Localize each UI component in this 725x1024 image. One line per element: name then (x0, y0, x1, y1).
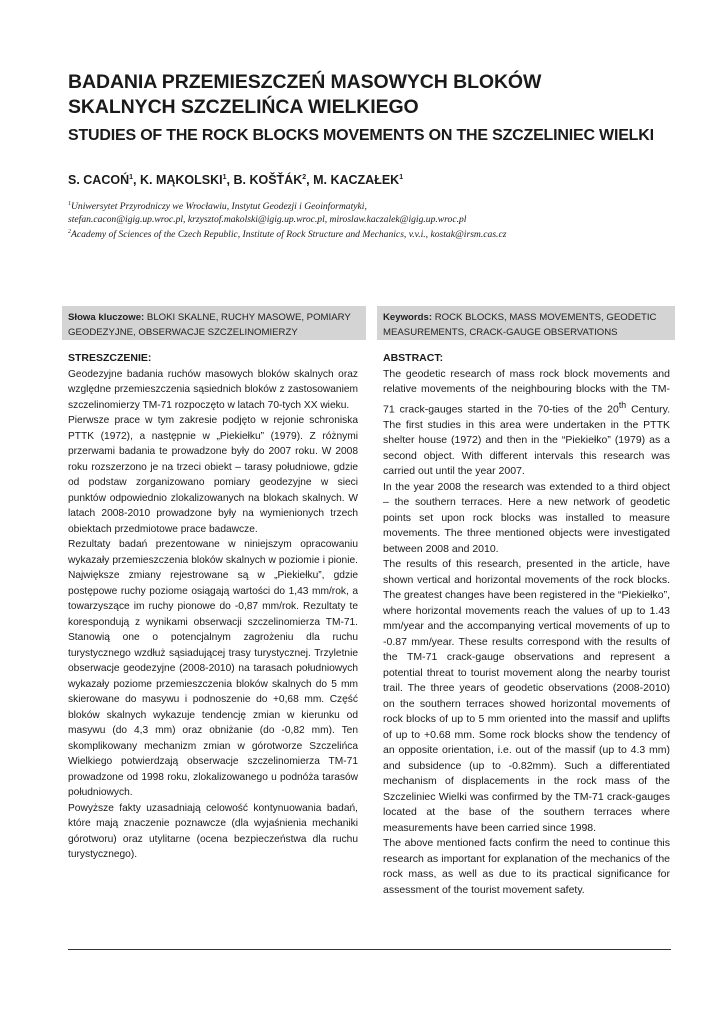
affiliation-2: $^2$Academy of Sciences of the Czech Republic, Institute of Rock Structure and Mechanics, v.v.i., kostak@irsm.cas.cz (68, 229, 507, 241)
author-affiliation-mark: 2 (302, 173, 307, 181)
abstract-polish-paragraph: Rezultaty badań prezentowane w niniejszym opracowaniu wykazały przemieszczenia bloków skalnych w poziomie i pionie. Największe zmiany rejestrowane są w „Piekiełku”, gdzie postępowe ruchy poziome osiągają wartości do 1,43 mm/rok, a towarzyszące im ruchy pionowe do -0,87 mm/rok. Rezultaty te korespondują z wynikami obserwacji szczelinomierza TM-71. Stanowią one o potencjalnym zagrożeniu dla ruchu turystycznego wzdłuż sąsiadującej trasy turystycznej. Trzyletnie obserwacje geodezyjne (2008-2010) na tarasach południowych wykazały poziome przemieszczenia bloków skalnych do 5 mm skierowane do masywu i podnoszenie do +0,68 mm. Część bloków skalnych wykazuje tendencję zmian w kierunku od masywu (do 4,3 mm) oraz obniżanie (do -0,82 mm). Ten skomplikowany mechanizm zmian w górotworze Szczelińca Wielkiego potwierdzają obserwacje szczelinomierza TM-71 prowadzone od 1998 roku, zlokalizowanego u podnóża tarasów południowych. (68, 539, 358, 798)
abstract-english-paragraph: The results of this research, presented in the article, have shown vertical and horizontal movements of the rock blocks. The greatest changes have been registered in the “Piekiełko”, where horizontal movements reach the values of up to 1.43 mm/year and the accompanying vertical movements of up to -0.87 mm/year. These results correspond with the results of the TM-71 crack-gauge observations and represent a potential threat to tourist movement along the nearby tourist trail. The three years of geodetic observations (2008-2010) on the southern terraces showed horizontal movements of rock blocks of up to 5 mm oriented into the massif and uplifts of up to +0.68 mm. Some rock blocks show the tendency of an opposite orientation, i.e. out of the massif (up to 4.3 mm) and subsidence (up to -0.82mm). Such a differentiated mechanism of displacements in the rock mass of the Szczeliniec Wielki was confirmed by the TM-71 crack-gauges located at the base of the southern terraces where measurements have been carried since 1998. (383, 558, 670, 834)
affiliation-1: $^1$Uniwersytet Przyrodniczy we Wrocławiu, Instytut Geodezji i Geoinformatyki, (68, 201, 367, 213)
author-affiliation-mark: 1 (222, 173, 227, 181)
abstract-english-paragraph: The above mentioned facts confirm the need to continue this research as important for explanation of the mechanics of the rock mass, as well as due to its practical significance for assessment of the tourist movement safety. (383, 837, 670, 896)
author-affiliation-mark: 1 (399, 173, 404, 181)
title-english: STUDIES OF THE ROCK BLOCKS MOVEMENTS ON THE SZCZELINIEC WIELKI (68, 127, 654, 144)
author-name: S. CACOŃ (68, 173, 130, 187)
title-polish-line-1: BADANIA PRZEMIESZCZEŃ MASOWYCH BLOKÓW (68, 71, 542, 93)
abstract-polish-heading: STRESZCZENIE: (68, 352, 152, 364)
author-list: S. CACOŃ$^1$, K. MĄKOLSKI$^1$, B. KOŠŤÁK$^2$, M. KACZAŁEK$^1$ (68, 173, 404, 187)
footer-divider (68, 949, 671, 950)
abstract-english-paragraph: The geodetic research of mass rock block movements and relative movements of the neighbouring blocks with the TM-71 crack-gauges started in the 70-ties of the 20th Century. The first studies in this area were undertaken in the PTTK shelter house (1972) and then in the “Piekiełko” (1979) as a second object. With different intervals this research was carried out until the year 2007. (383, 367, 670, 477)
abstract-polish-paragraph: Powyższe fakty uzasadniają celowość kontynuowania badań, które mają znaczenie poznawcze (dla wyjaśnienia mechaniki górotworu) oraz utylitarne (ocena bezpieczeństwa dla ruchu turystycznego). (68, 802, 358, 860)
keywords-polish-box (62, 306, 366, 340)
keywords-polish-text: BLOKI SKALNE, RUCHY MASOWE, POMIARY GEODEZYJNE, OBSERWACJE SZCZELINOMIERZY (68, 312, 351, 338)
title-polish (68, 70, 688, 120)
title-polish-line-2: SKALNYCH SZCZELIŃCA WIELKIEGO (68, 96, 419, 118)
author-affiliation-mark: 1 (129, 173, 134, 181)
author-name: K. MĄKOLSKI (139, 173, 223, 187)
abstract-english-heading: ABSTRACT: (383, 352, 444, 364)
author-name: M. KACZAŁEK (313, 173, 400, 187)
affiliations (68, 198, 678, 241)
abstract-polish-paragraph: Pierwsze prace w tym zakresie podjęto w rejonie schroniska PTTK (1972), a następnie w „Piekiełku” (1979). Z różnymi przerwami badania te prowadzone były do 2007 roku. W 2008 roku rozszerzono je na trzeci obiekt – tarasy południowe, gdzie od podstaw zorganizowano pomiary geodezyjne w sieci punktów odpowiednio zlokalizowanych na blokach skalnych. W latach 2008-2010 prowadzone były na wymienionych trzech obiektach przedmiotowe prace badawcze. (68, 415, 358, 535)
keywords-polish-label: Słowa kluczowe: (68, 312, 145, 323)
keywords-english-label: Keywords: (383, 312, 433, 323)
affiliation-1-emails: stefan.cacon@igig.up.wroc.pl, krzysztof.makolski@igig.up.wroc.pl, miroslaw.kaczalek@igig.up.wroc.pl (68, 214, 467, 226)
author-name: B. KOŠŤÁK (233, 173, 303, 187)
abstract-polish-column (68, 351, 358, 863)
keywords-english-box (377, 306, 675, 340)
keywords-english-text: ROCK BLOCKS, MASS MOVEMENTS, GEODETIC MEASUREMENTS, CRACK-GAUGE OBSERVATIONS (383, 312, 657, 338)
abstract-english-column (383, 351, 670, 898)
abstract-english-paragraph: In the year 2008 the research was extended to a third object – the southern terraces. Here a new network of geodetic points set upon rock blocks was installed to measure movements. The three mentioned objects were investigated between 2008 and 2010. (383, 480, 670, 555)
abstract-polish-paragraph: Geodezyjne badania ruchów masowych bloków skalnych oraz względne przemieszczenia sąsiednich bloków z zastosowaniem szczelinomierzy TM-71 rozpoczęto w latach 70-tych XX wieku. (68, 368, 358, 411)
